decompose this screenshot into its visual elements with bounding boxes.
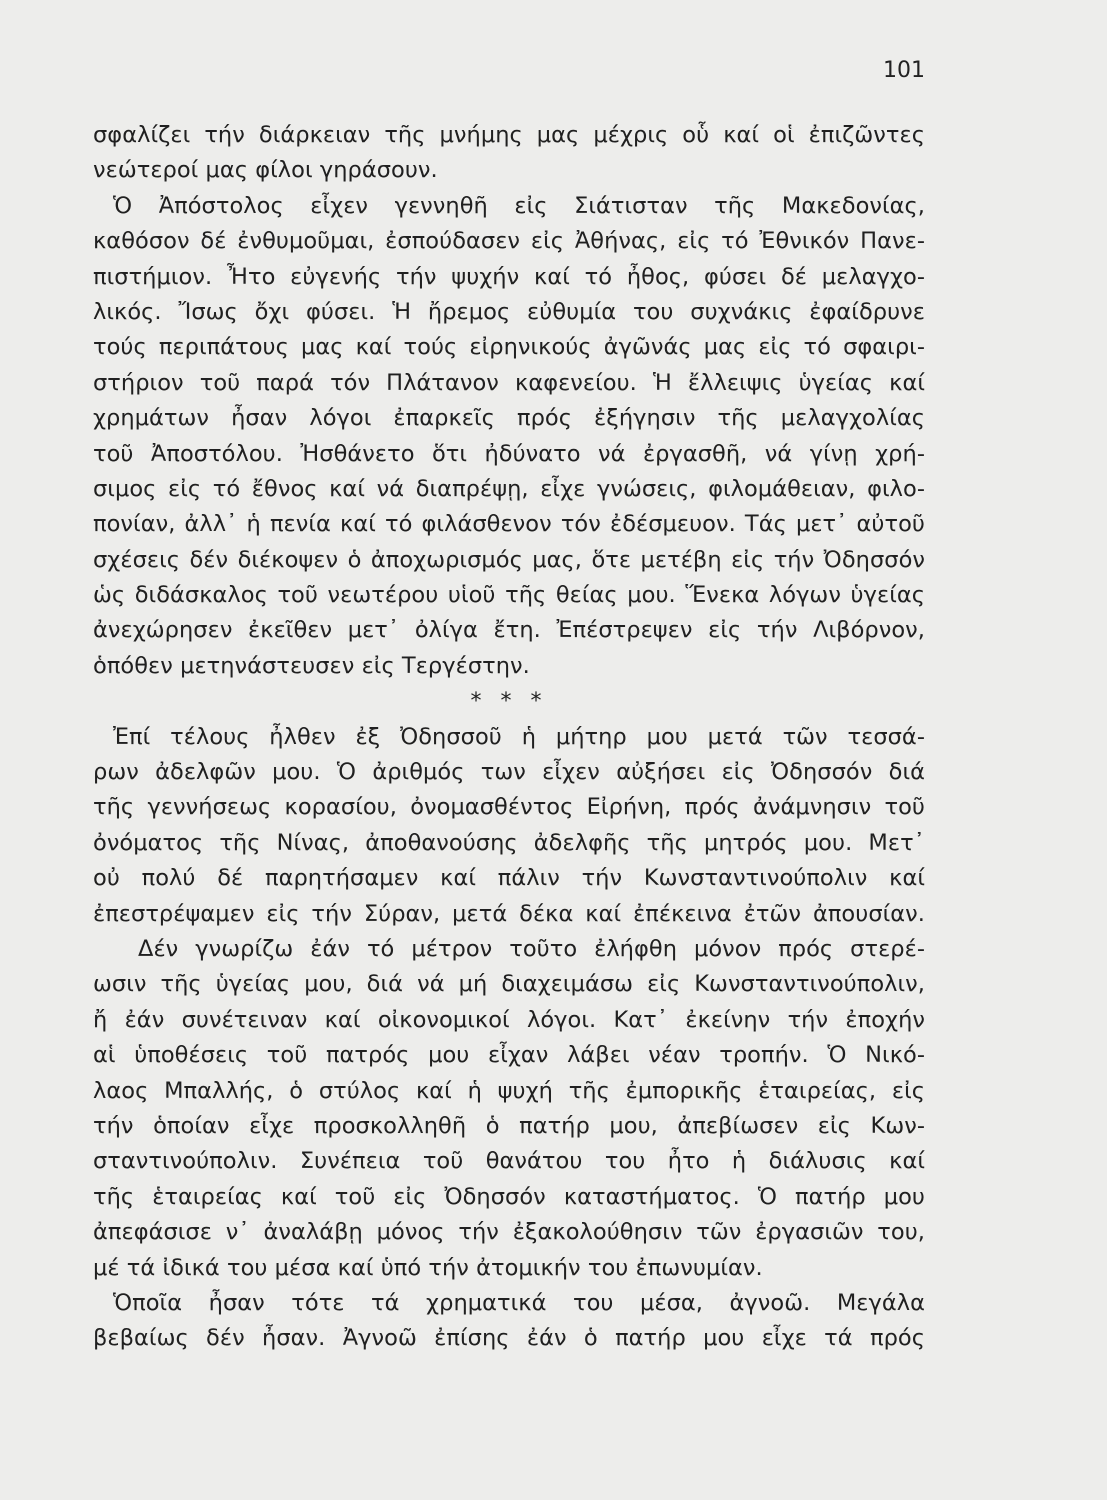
text-line: τῆς γεννήσεως κορασίου, ὀνομασθέντος Εἰρήνη, πρός ἀνάμνησιν τοῦ <box>93 794 925 821</box>
text-line: ἐπεστρέψαμεν εἰς τήν Σύραν, μετά δέκα καί ἐπέκεινα ἐτῶν ἀπουσίαν. <box>93 900 925 927</box>
text-line: σιμος εἰς τό ἔθνος καί νά διαπρέψῃ, εἶχε γνώσεις, φιλομάθειαν, φιλο- <box>93 475 925 502</box>
text-line: σταντινούπολιν. Συνέπεια τοῦ θανάτου του ἦτο ἡ διάλυσις καί <box>93 1148 925 1175</box>
text-line: λαος Μπαλλής, ὁ στύλος καί ἡ ψυχή τῆς ἐμπορικῆς ἑταιρείας, εἰς <box>93 1077 925 1104</box>
text-line: τούς περιπάτους μας καί τούς εἰρηνικούς ἀγῶνάς μας εἰς τό σφαιρι- <box>93 334 925 361</box>
text-line: Ἐπί τέλους ἦλθεν ἐξ Ὀδησσοῦ ἡ μήτηρ μου μετά τῶν τεσσά- <box>113 723 925 750</box>
text-line: Δέν γνωρίζω ἐάν τό μέτρον τοῦτο ἐλήφθη μόνον πρός στερέ- <box>138 935 925 962</box>
text-line: ωσιν τῆς ὑγείας μου, διά νά μή διαχειμάσω εἰς Κωνσταντινούπολιν, <box>93 971 925 998</box>
text-line: ὀνόματος τῆς Νίνας, ἀποθανούσης ἀδελφῆς τῆς μητρός μου. Μετ᾽ <box>93 829 925 856</box>
text-line: ρων ἀδελφῶν μου. Ὁ ἀριθμός των εἶχεν αὐξήσει εἰς Ὀδησσόν διά <box>93 759 925 786</box>
text-line: λικός. Ἴσως ὄχι φύσει. Ἡ ἤρεμος εὐθυμία του συχνάκις ἐφαίδρυνε <box>93 298 925 325</box>
text-line: ἀπεφάσισε ν᾽ ἀναλάβῃ μόνος τήν ἐξακολούθησιν τῶν ἐργασιῶν του, <box>93 1219 925 1246</box>
text-line: Ὁποῖα ἦσαν τότε τά χρηματικά του μέσα, ἀγνοῶ. Μεγάλα <box>113 1289 925 1316</box>
text-line: χρημάτων ἦσαν λόγοι ἐπαρκεῖς πρός ἐξήγησιν τῆς μελαγχολίας <box>93 405 925 432</box>
text-line: πονίαν, ἀλλ᾽ ἡ πενία καί τό φιλάσθενον τόν ἐδέσμευον. Τάς μετ᾽ αὐτοῦ <box>93 511 925 538</box>
text-line: στήριον τοῦ παρά τόν Πλάτανον καφενείου. Ἡ ἔλλειψις ὑγείας καί <box>93 369 925 396</box>
text-line: ὡς διδάσκαλος τοῦ νεωτέρου υἱοῦ τῆς θείας μου. Ἕνεκα λόγων ὑγείας <box>93 582 925 609</box>
section-separator: * * * <box>470 689 548 715</box>
page-number: 101 <box>883 58 925 83</box>
body-text <box>93 118 925 1357</box>
text-line: τῆς ἑταιρείας καί τοῦ εἰς Ὀδησσόν καταστήματος. Ὁ πατήρ μου <box>93 1183 925 1210</box>
text-line: καθόσον δέ ἐνθυμοῦμαι, ἐσπούδασεν εἰς Ἀθήνας, εἰς τό Ἐθνικόν Πανε- <box>93 228 925 255</box>
text-line: ἤ ἐάν συνέτειναν καί οἰκονομικοί λόγοι. Κατ᾽ ἐκείνην τήν ἐποχήν <box>93 1006 925 1033</box>
text-line: οὐ πολύ δέ παρητήσαμεν καί πάλιν τήν Κωνσταντινούπολιν καί <box>93 865 925 892</box>
text-line: ἀνεχώρησεν ἐκεῖθεν μετ᾽ ὀλίγα ἔτη. Ἐπέστρεψεν εἰς τήν Λιβόρνον, <box>93 617 925 644</box>
text-line: σφαλίζει τήν διάρκειαν τῆς μνήμης μας μέχρις οὗ καί οἱ ἐπιζῶντες <box>93 122 925 148</box>
text-line: τοῦ Ἀποστόλου. Ἠσθάνετο ὅτι ἠδύνατο νά ἐργασθῆ, νά γίνῃ χρή- <box>93 440 925 467</box>
text-line: βεβαίως δέν ἦσαν. Ἀγνοῶ ἐπίσης ἐάν ὁ πατήρ μου εἶχε τά πρός <box>93 1325 925 1352</box>
text-line: πιστήμιον. Ἦτο εὐγενής τήν ψυχήν καί τό ἦθος, φύσει δέ μελαγχο- <box>93 263 925 290</box>
text-line: ὁπόθεν μετηνάστευσεν εἰς Τεργέστην. <box>93 652 530 679</box>
text-line: αἱ ὑποθέσεις τοῦ πατρός μου εἶχαν λάβει νέαν τροπήν. Ὁ Νικό- <box>93 1042 925 1069</box>
text-line: σχέσεις δέν διέκοψεν ὁ ἀποχωρισμός μας, ὅτε μετέβη εἰς τήν Ὀδησσόν <box>93 546 925 573</box>
text-line: νεώτεροί μας φίλοι γηράσουν. <box>93 157 438 184</box>
text-line: μέ τά ἰδικά του μέσα καί ὑπό τήν ἀτομικήν του ἐπωνυμίαν. <box>93 1254 763 1281</box>
text-line: τήν ὁποίαν εἶχε προσκολληθῆ ὁ πατήρ μου, ἀπεβίωσεν εἰς Κων- <box>93 1112 925 1139</box>
text-line: Ὁ Ἀπόστολος εἶχεν γεννηθῆ εἰς Σιάτισταν τῆς Μακεδονίας, <box>113 192 925 219</box>
